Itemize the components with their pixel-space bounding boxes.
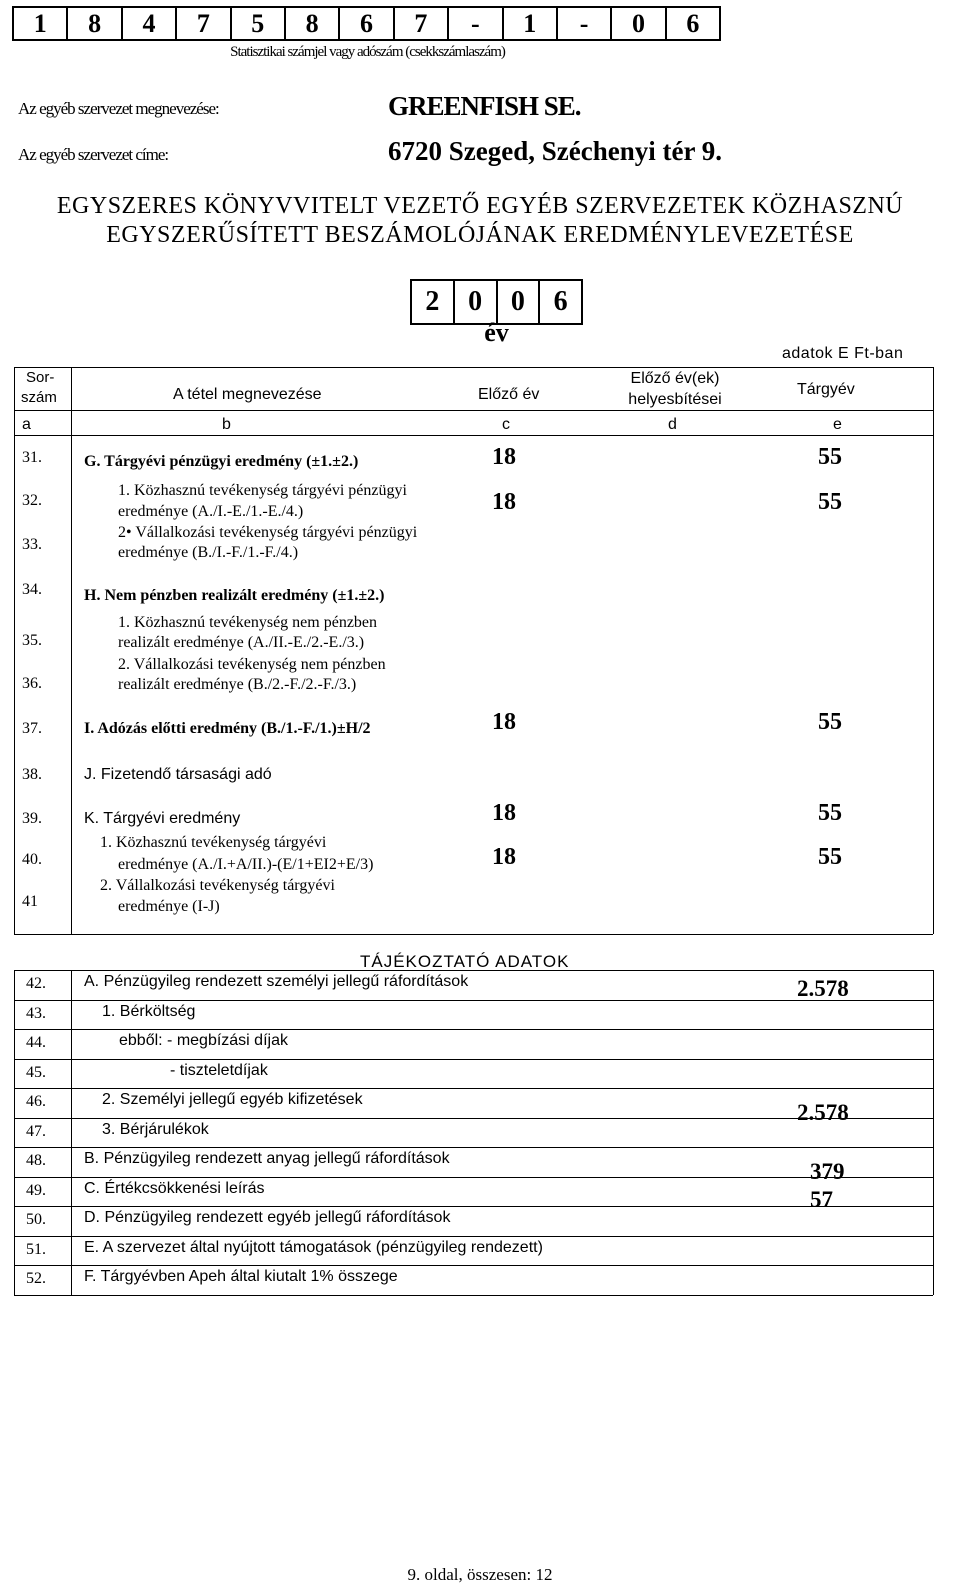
row-number: 39. bbox=[22, 810, 42, 827]
current-value: 55 bbox=[818, 709, 842, 735]
info-row-label: D. Pénzügyileg rendezett egyéb jellegű ráfordítások bbox=[84, 1209, 451, 1226]
row-label: G. Tárgyévi pénzügyi eredmény (±1.±2.) bbox=[84, 453, 359, 470]
info-row-label: C. Értékcsökkenési leírás bbox=[84, 1180, 265, 1197]
row-number: 36. bbox=[22, 675, 42, 692]
row-label: 1. Közhasznú tevékenység tárgyévi bbox=[100, 834, 327, 851]
row-label-cont: realizált eredménye (A./II.-E./2.-E./3.) bbox=[118, 634, 365, 651]
row-number: 32. bbox=[22, 492, 42, 509]
info-row-divider bbox=[14, 1295, 933, 1296]
info-row-label: - tiszteletdíjak bbox=[170, 1062, 268, 1079]
info-row-value: 2.578 bbox=[797, 976, 849, 1001]
info-row-label: A. Pénzügyileg rendezett személyi jellegű ráfordítások bbox=[84, 973, 469, 990]
info-row-label: ebből: - megbízási díjak bbox=[119, 1032, 288, 1049]
row-label: J. Fizetendő társasági adó bbox=[84, 766, 272, 783]
prev-year-value: 18 bbox=[492, 844, 516, 870]
row-label-cont: eredménye (A./I.+A/II.)-(E/1+EI2+E/3) bbox=[118, 856, 374, 873]
org-address: 6720 Szeged, Széchenyi tér 9. bbox=[388, 136, 722, 166]
tax-digit: - bbox=[449, 8, 503, 39]
info-row-divider bbox=[14, 1265, 933, 1266]
info-row-label: 1. Bérköltség bbox=[102, 1003, 196, 1020]
info-row-divider bbox=[14, 1206, 933, 1207]
tax-digit: 5 bbox=[232, 8, 286, 39]
info-row-divider bbox=[14, 1059, 933, 1060]
info-row-value: 2.578 bbox=[797, 1100, 849, 1125]
row-number: 31. bbox=[22, 449, 42, 466]
row-number: 41 bbox=[22, 893, 38, 910]
page-footer: 9. oldal, összesen: 12 bbox=[407, 1565, 553, 1584]
report-title-line1: EGYSZERES KÖNYVVITELT VEZETŐ EGYÉB SZERVEZETEK KÖZHASZNÚ bbox=[56, 193, 904, 219]
info-row-divider bbox=[14, 1236, 933, 1237]
info-row-label: 2. Személyi jellegű egyéb kifizetések bbox=[102, 1091, 363, 1108]
row-label: 1. Közhasznú tevékenység tárgyévi pénzügyi bbox=[118, 482, 407, 499]
tax-number-caption: Statisztikai számjel vagy adószám (csekkszámlaszám) bbox=[230, 44, 505, 60]
info-row-divider bbox=[14, 1118, 933, 1119]
year-digit: 0 bbox=[455, 281, 498, 323]
row-label: I. Adózás előtti eredmény (B./1.-F./1.)±H/2 bbox=[84, 720, 371, 737]
row-number: 40. bbox=[22, 851, 42, 868]
info-row-number: 43. bbox=[26, 1005, 46, 1022]
tax-digit: 1 bbox=[504, 8, 558, 39]
table-border-bottom bbox=[14, 934, 933, 935]
row-label: 2• Vállalkozási tevékenység tárgyévi pénzügyi bbox=[118, 524, 418, 541]
tax-digit: 8 bbox=[68, 8, 122, 39]
info-row-divider bbox=[14, 1029, 933, 1030]
row-label: 2. Vállalkozási tevékenység tárgyévi bbox=[100, 877, 335, 894]
tax-digit: 7 bbox=[177, 8, 231, 39]
row-label: K. Tárgyévi eredmény bbox=[84, 810, 241, 827]
year-label: év bbox=[484, 318, 509, 347]
report-title-line2: EGYSZERŰSÍTETT BESZÁMOLÓJÁNAK EREDMÉNYLEVEZETÉSE bbox=[106, 222, 854, 248]
header-divider bbox=[14, 410, 933, 411]
header-letter-a: a bbox=[22, 416, 31, 433]
info-border-top bbox=[14, 970, 933, 971]
header-letter-d: d bbox=[668, 416, 677, 433]
header-item: A tétel megnevezése bbox=[173, 386, 322, 403]
tax-number-boxes bbox=[12, 6, 721, 41]
row-number: 35. bbox=[22, 632, 42, 649]
prev-year-value: 18 bbox=[492, 444, 516, 470]
unit-note: adatok E Ft-ban bbox=[782, 345, 904, 362]
row-number: 38. bbox=[22, 766, 42, 783]
table-border-right bbox=[933, 367, 934, 934]
row-number: 33. bbox=[22, 536, 42, 553]
header-sorszam-2: szám bbox=[21, 389, 57, 406]
header-corr-1: Előző év(ek) bbox=[630, 370, 720, 387]
info-row-number: 42. bbox=[26, 975, 46, 992]
info-row-divider bbox=[14, 1088, 933, 1089]
row-label: 2. Vállalkozási tevékenység nem pénzben bbox=[118, 656, 386, 673]
org-name: GREENFISH SE. bbox=[388, 91, 581, 121]
tax-digit: - bbox=[558, 8, 612, 39]
info-border-right bbox=[933, 970, 934, 1295]
row-label-cont: eredménye (A./I.-E./1.-E./4.) bbox=[118, 503, 304, 520]
info-border-left bbox=[14, 970, 15, 1295]
info-row-divider bbox=[14, 1000, 933, 1001]
info-row-number: 44. bbox=[26, 1034, 46, 1051]
header-sorszam-1: Sor- bbox=[26, 369, 55, 386]
info-row-divider bbox=[14, 1177, 933, 1178]
tax-digit: 6 bbox=[686, 8, 700, 38]
info-row-number: 51. bbox=[26, 1241, 46, 1258]
row-label-cont: realizált eredménye (B./2.-F./2.-F./3.) bbox=[118, 676, 357, 693]
row-label-cont: eredménye (B./I.-F./1.-F./4.) bbox=[118, 544, 299, 561]
header-current: Tárgyév bbox=[797, 381, 855, 398]
row-label: 1. Közhasznú tevékenység nem pénzben bbox=[118, 614, 378, 631]
row-label-cont: eredménye (I-J) bbox=[118, 898, 220, 915]
info-section-title: TÁJÉKOZTATÓ ADATOK bbox=[360, 952, 570, 971]
column-divider bbox=[71, 367, 72, 934]
row-label: H. Nem pénzben realizált eredmény (±1.±2.) bbox=[84, 587, 385, 604]
year-digit: 6 bbox=[553, 286, 568, 317]
info-row-label: 3. Bérjárulékok bbox=[102, 1121, 209, 1138]
row-number: 34. bbox=[22, 581, 42, 598]
org-address-label: Az egyéb szervezet címe: bbox=[18, 145, 169, 164]
header-letter-e: e bbox=[833, 416, 842, 433]
current-value: 55 bbox=[818, 444, 842, 470]
tax-digit: 7 bbox=[395, 8, 449, 39]
table-border-left bbox=[14, 367, 15, 934]
org-name-label: Az egyéb szervezet megnevezése: bbox=[18, 99, 219, 118]
current-value: 55 bbox=[818, 489, 842, 515]
info-row-divider bbox=[14, 1147, 933, 1148]
info-row-number: 52. bbox=[26, 1270, 46, 1287]
info-row-value: 379 bbox=[810, 1159, 845, 1184]
info-row-label: F. Tárgyévben Apeh által kiutalt 1% összege bbox=[84, 1268, 398, 1285]
info-row-number: 50. bbox=[26, 1211, 46, 1228]
year-digit: 0 bbox=[498, 281, 541, 323]
letters-divider bbox=[14, 435, 933, 436]
info-row-number: 45. bbox=[26, 1064, 46, 1081]
tax-digit: 6 bbox=[340, 8, 394, 39]
tax-digit: 4 bbox=[123, 8, 177, 39]
header-letter-b: b bbox=[222, 416, 231, 433]
header-letter-c: c bbox=[502, 416, 510, 433]
prev-year-value: 18 bbox=[492, 709, 516, 735]
tax-digit: 1 bbox=[14, 8, 68, 39]
info-row-label: E. A szervezet által nyújtott támogatások (pénzügyileg rendezett) bbox=[84, 1239, 543, 1256]
prev-year-value: 18 bbox=[492, 489, 516, 515]
year-digit: 2 bbox=[412, 281, 455, 323]
header-corr-2: helyesbítései bbox=[628, 391, 722, 408]
tax-digit: 8 bbox=[286, 8, 340, 39]
prev-year-value: 18 bbox=[492, 800, 516, 826]
current-value: 55 bbox=[818, 800, 842, 826]
info-column-divider bbox=[71, 970, 72, 1295]
tax-digit: 0 bbox=[612, 8, 666, 39]
info-row-number: 46. bbox=[26, 1093, 46, 1110]
current-value: 55 bbox=[818, 844, 842, 870]
info-row-label: B. Pénzügyileg rendezett anyag jellegű ráfordítások bbox=[84, 1150, 450, 1167]
info-row-number: 48. bbox=[26, 1152, 46, 1169]
info-row-number: 47. bbox=[26, 1123, 46, 1140]
header-prev-year: Előző év bbox=[478, 386, 540, 403]
table-border-top bbox=[14, 367, 933, 368]
info-row-value: 57 bbox=[810, 1187, 833, 1212]
row-number: 37. bbox=[22, 720, 42, 737]
info-row-number: 49. bbox=[26, 1182, 46, 1199]
